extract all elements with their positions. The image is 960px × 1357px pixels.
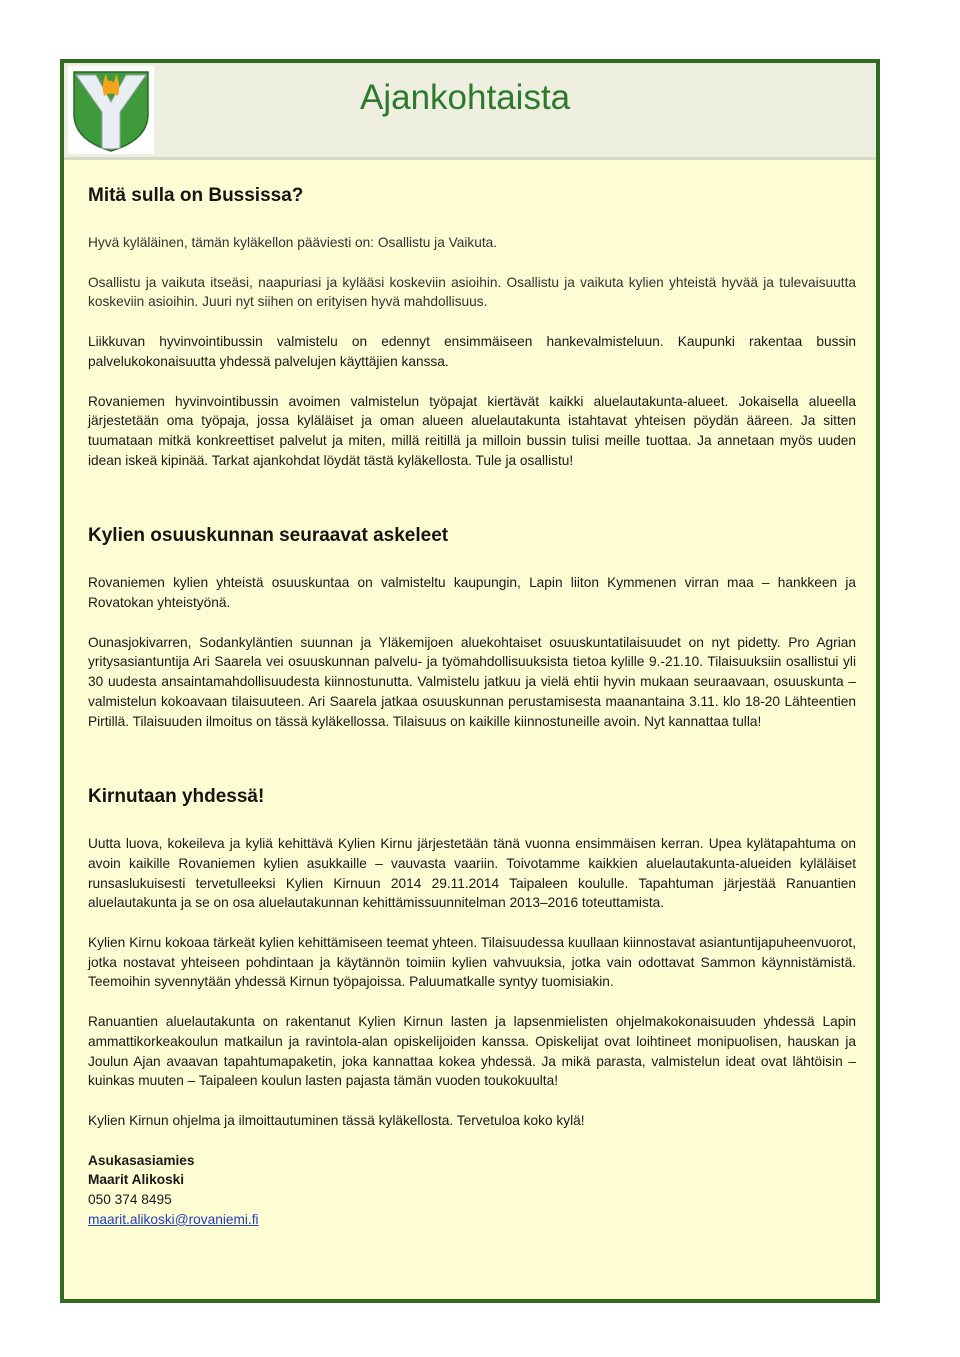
paragraph: Kylien Kirnun ohjelma ja ilmoittautuminen tässä kyläkellosta. Tervetuloa koko kylä! <box>88 1112 585 1128</box>
page-frame <box>60 59 880 1303</box>
paragraph: Uutta luova, kokeileva ja kyliä kehittävä Kylien Kirnu järjestetään tänä vuonna ensimmäisen kerran. Upea kylätapahtuma on avoin kaikille Rovaniemen kylien asukkaille – vauvasta vaariin. Toivotamme kaikkien aluelautakunta-alueiden kyläläiset runsaslukuisesti tervetulleeksi Kylien Kirnuun 2014 29.11.2014 Taipaleen koululle. Tapahtuman järjestää Ranuantien aluelautakunta ja se on osa aluelautakunnan kehittämissuunnitelman 2013–2016 toteuttamista. <box>88 836 856 911</box>
page-title: Ajankohtaista <box>360 78 571 117</box>
section-title: Kirnutaan yhdessä! <box>88 786 265 808</box>
header-band <box>64 63 876 160</box>
article-content <box>88 185 856 1230</box>
paragraph: Kylien Kirnu kokoaa tärkeät kylien kehittämiseen teemat yhteen. Tilaisuudessa kuullaan kiinnostavat asiantuntijapuheenvuorot, jotka nostavat yhteiseen pohdintaan ja käytännön toimiin kylien vahvuuksia, jotka vain odottavat Sammon käynnistämistä. Teemoihin syvennytään yhdessä Kirnun työpajoissa. Paluumatkalle syntyy tuomisiakin. <box>88 935 856 990</box>
paragraph: Ranuantien aluelautakunta on rakentanut Kylien Kirnun lasten ja lapsenmielisten ohjelmakokonaisuuden yhdessä Lapin ammattikorkeakoulun matkailun ja ravintola-alan opiskelijoiden kanssa. Opiskelijat ovat loihtineet monipuolisen, hauskan ja Joulun Ajan avaavan tapahtumapaketin, joka kannattaa kokea yhdessä. Ja mikä parasta, valmistelun ideat ovat lähtöisin – kuinkas muuten – Taipaleen koulun lasten pajasta tämän vuoden toukokuulta! <box>88 1014 856 1089</box>
paragraph: Hyvä kyläläinen, tämän kyläkellon pääviesti on: Osallistu ja Vaikuta. <box>88 235 498 250</box>
paragraph: Rovaniemen hyvinvointibussin avoimen valmistelun työpajat kiertävät kaikki aluelautakunta-alueet. Jokaisella alueella järjestetään oma työpaja, jossa kyläläiset ja oman alueen aluelautakunta istahtavat yhteisen pöydän ääreen. Ja sitten tuumataan mitkä konkreettiset palvelut ja miten, millä reitillä ja milloin bussin tulisi meille tuottaa. Ja annetaan myös uuden idean iskeä kipinää. Tarkat ajankohdat löydät tästä kyläkellosta. Tule ja osallistu! <box>88 393 856 468</box>
section-title: Kylien osuuskunnan seuraavat askeleet <box>88 525 449 547</box>
contact-block <box>88 1151 856 1230</box>
rovaniemi-coat-of-arms-icon <box>68 66 154 154</box>
contact-role: Asukasasiamies <box>88 1152 195 1168</box>
paragraph: Rovaniemen kylien yhteistä osuuskuntaa on valmisteltu kaupungin, Lapin liiton Kymmenen virran maa – hankkeen ja Rovatokan yhteistyönä. <box>88 575 856 611</box>
section-title: Mitä sulla on Bussissa? <box>88 185 304 206</box>
contact-phone: 050 374 8495 <box>88 1192 172 1208</box>
contact-email-link[interactable]: maarit.alikoski@rovaniemi.fi <box>88 1211 259 1227</box>
paragraph: Liikkuvan hyvinvointibussin valmistelu on edennyt ensimmäiseen hankevalmisteluun. Kaupunki rakentaa bussin palvelukokonaisuutta yhdessä palvelujen käyttäjien kanssa. <box>88 334 856 369</box>
paragraph: Osallistu ja vaikuta itseäsi, naapuriasi ja kylääsi koskeviin asioihin. Osallistu ja vaikuta kylien yhteistä hyvää ja tulevaisuutta koskeviin asioihin. Juuri nyt siihen on erityisen hyvä mahdollisuus. <box>88 274 856 310</box>
paragraph: Ounasjokivarren, Sodankyläntien suunnan ja Yläkemijoen aluekohtaiset osuuskuntatilaisuudet on nyt pidetty. Pro Agrian yritysasiantuntija Ari Saarela vei osuuskunnan palvelu- ja työmahdollisuuksista tietoa kylille 9.-21.10. Tilaisuuksiin osallistui yli 30 uudesta ansaintamahdollisuudesta kiinnostunutta. Valmistelu jatkuu ja vielä ehtii hyvin mukaan seuraavaan, osuuskunta – valmistelun kokoavaan tilaisuuteen. Ari Saarela jatkaa osuuskunnan perustamisesta maanantaina 3.11. klo 18-20 Lähteentien Pirtillä. Tilaisuuden ilmoitus on tässä kyläkellossa. Tilaisuus on kaikille kiinnostuneille avoin. Nyt kannattaa tulla! <box>88 634 856 729</box>
contact-name: Maarit Alikoski <box>88 1172 185 1188</box>
